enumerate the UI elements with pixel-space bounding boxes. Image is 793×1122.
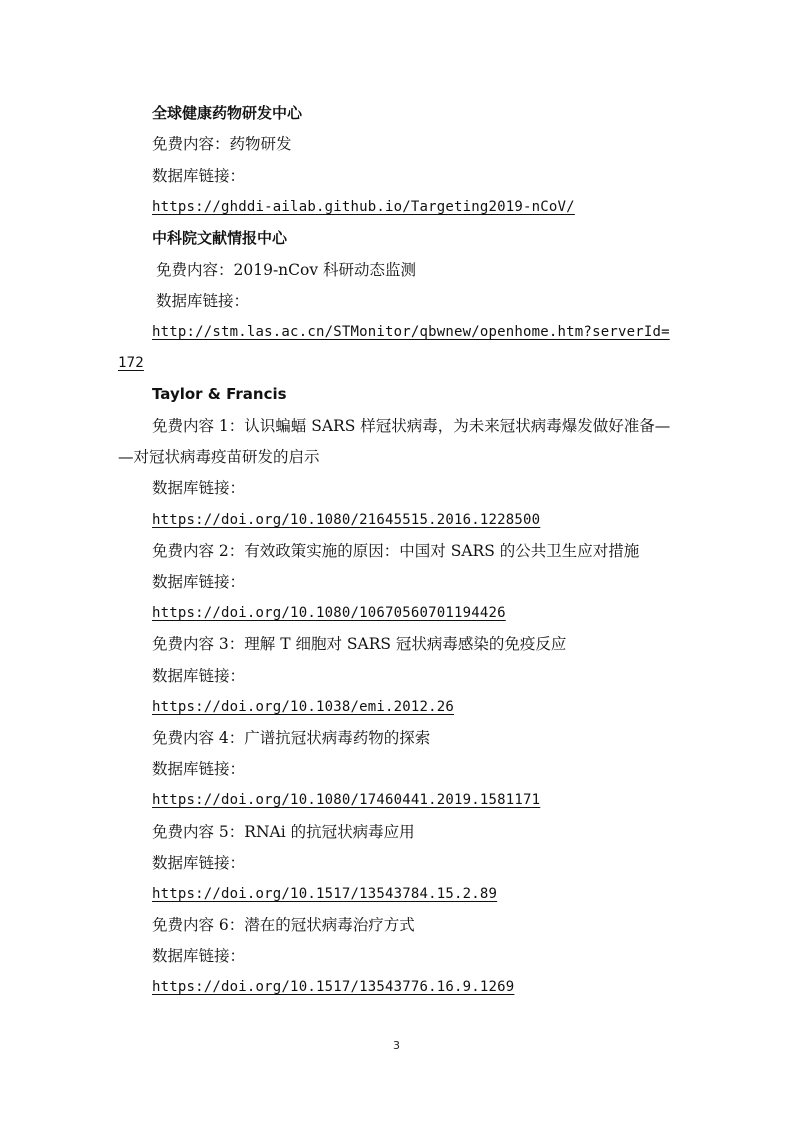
ghddi-content: 免费内容：药物研发 <box>152 135 292 153</box>
tf-item-2-content: 免费内容 2：有效政策实施的原因：中国对 SARS 的公共卫生应对措施 <box>152 542 640 560</box>
section-title-tf: Taylor & Francis <box>152 385 287 403</box>
cas-link-continued[interactable]: 172 <box>118 355 144 371</box>
ghddi-link[interactable]: https://ghddi-ailab.github.io/Targeting2019-nCoV/ <box>152 199 575 215</box>
page-number: 3 <box>393 1039 400 1052</box>
ghddi-link-label: 数据库链接： <box>152 167 246 185</box>
tf-item-1-content: 免费内容 1：认识蝙蝠 SARS 样冠状病毒，为未来冠状病毒爆发做好准备— <box>152 417 671 435</box>
tf-item-1-link[interactable]: https://doi.org/10.1080/21645515.2016.1228500 <box>152 512 541 528</box>
tf-item-6-content: 免费内容 6：潜在的冠状病毒治疗方式 <box>152 916 415 934</box>
tf-item-5-link-label: 数据库链接： <box>152 854 246 872</box>
tf-item-6-link[interactable]: https://doi.org/10.1517/13543776.16.9.1269 <box>152 979 515 995</box>
tf-item-2-link[interactable]: https://doi.org/10.1080/10670560701194426 <box>152 605 506 621</box>
section-title-ghddi: 全球健康药物研发中心 <box>152 104 303 122</box>
cas-content: 免费内容：2019-nCov 科研动态监测 <box>156 261 417 279</box>
tf-item-4-content: 免费内容 4：广谱抗冠状病毒药物的探索 <box>152 729 431 747</box>
tf-item-5-content: 免费内容 5：RNAi 的抗冠状病毒应用 <box>152 823 415 841</box>
cas-link-label: 数据库链接： <box>156 292 250 310</box>
tf-item-6-link-label: 数据库链接： <box>152 947 246 965</box>
tf-item-3-link[interactable]: https://doi.org/10.1038/emi.2012.26 <box>152 699 455 715</box>
tf-item-4-link-label: 数据库链接： <box>152 760 246 778</box>
section-title-cas: 中科院文献情报中心 <box>152 229 288 247</box>
tf-item-3-link-label: 数据库链接： <box>152 667 246 685</box>
tf-item-4-link[interactable]: https://doi.org/10.1080/17460441.2019.1581171 <box>152 792 541 808</box>
tf-item-1-content-cont: —对冠状病毒疫苗研发的启示 <box>118 448 320 466</box>
tf-item-5-link[interactable]: https://doi.org/10.1517/13543784.15.2.89 <box>152 886 498 902</box>
tf-item-1-link-label: 数据库链接： <box>152 479 246 497</box>
tf-item-3-content: 免费内容 3：理解 T 细胞对 SARS 冠状病毒感染的免疫反应 <box>152 635 567 653</box>
tf-item-2-link-label: 数据库链接： <box>152 573 246 591</box>
cas-link[interactable]: http://stm.las.ac.cn/STMonitor/qbwnew/openhome.htm?serverId= <box>152 324 670 340</box>
